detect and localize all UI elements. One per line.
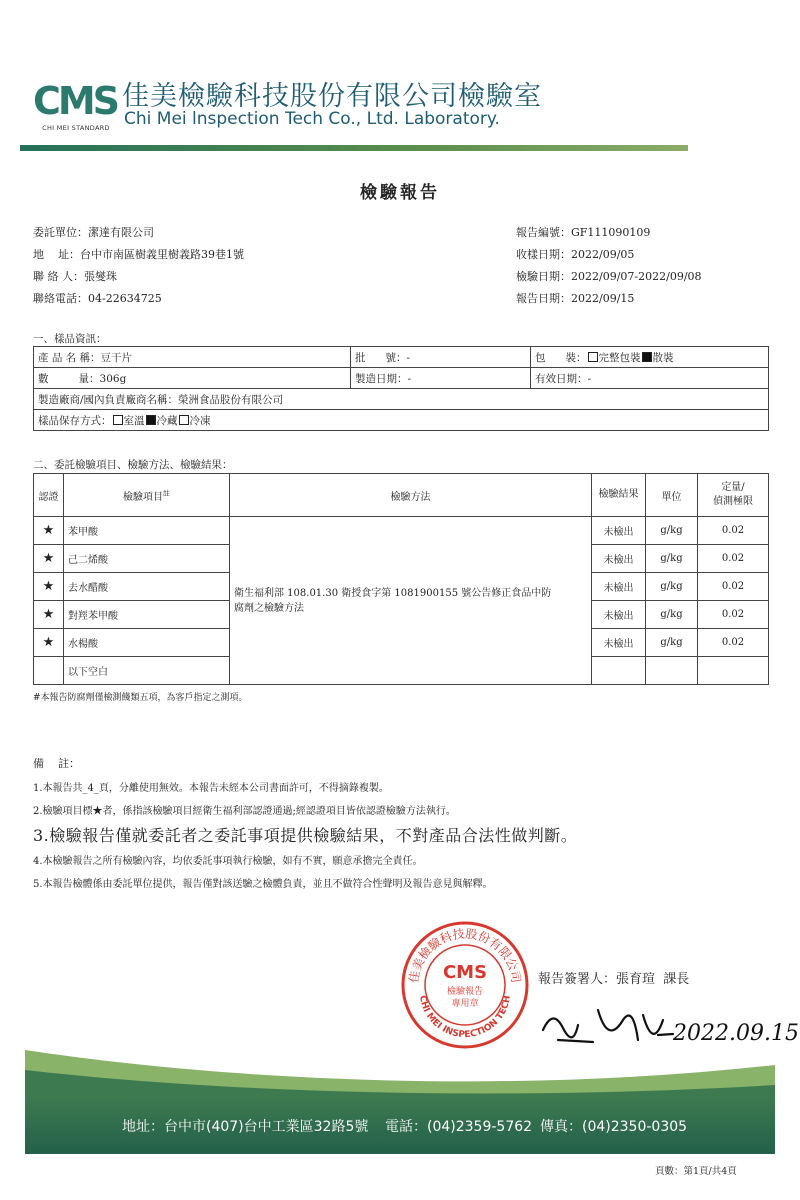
header-limit: 定量/ 偵測極限 (698, 474, 769, 517)
received-date: 2022/09/05 (571, 248, 635, 261)
header-cert: 認證 (34, 474, 64, 517)
storage-fridge-checkbox (146, 415, 156, 425)
received-date-row (516, 246, 634, 262)
test-limit: 0.02 (698, 573, 769, 601)
client-address-row (33, 246, 244, 262)
cert-star-icon: ★ (34, 545, 64, 573)
header-method: 檢驗方法 (230, 474, 592, 517)
batch-no: - (406, 351, 411, 364)
manufacturer-cell: 製造廠商/國內負責廠商名稱：榮洲食品股份有限公司 (34, 389, 769, 410)
notes-title: 備 註： (33, 757, 80, 770)
exp-date: - (587, 372, 592, 385)
sample-info-table (33, 346, 769, 431)
client-unit-label: 委託單位： (33, 226, 88, 239)
cert-star-icon: ★ (34, 517, 64, 545)
report-date-row (516, 290, 634, 306)
quantity-cell: 數 量：306g (34, 368, 351, 389)
client-phone-row (33, 290, 162, 306)
table-row (34, 517, 769, 545)
test-limit: 0.02 (698, 545, 769, 573)
signatory (538, 968, 689, 987)
note-2: 2.檢驗項目標★者，係指該檢驗項目經衛生福利部認證通過;經認證項目皆依認證檢驗方法執行。 (33, 806, 456, 817)
cert-star-icon: ★ (34, 601, 64, 629)
logo-standard-text: CHI MEI STANDARD (42, 124, 110, 132)
client-unit-row (33, 224, 154, 240)
package-cell: 包 裝： 完整包裝 散裝 (531, 347, 769, 368)
seal-top-text: 佳美檢驗科技股份有限公司 (406, 926, 524, 984)
test-result: 未檢出 (592, 545, 646, 573)
test-unit: g/kg (646, 545, 698, 573)
note-1: 1.本報告共_4_頁，分離使用無效。本報告未經本公司書面許可，不得摘錄複製。 (33, 783, 389, 794)
results-section-title: 二、委託檢驗項目、檢驗方法、檢驗結果： (33, 459, 233, 471)
header-result: 檢驗結果 (592, 474, 646, 517)
company-name-en: Chi Mei lnspection Tech Co., Ltd. Laboratory. (124, 109, 500, 129)
product-name-cell: 產 品 名 稱：豆干片 (34, 347, 351, 368)
test-result: 未檢出 (592, 517, 646, 545)
client-unit: 潔達有限公司 (88, 226, 154, 239)
svg-text:2022.09.15: 2022.09.15 (673, 1021, 799, 1046)
header-divider (20, 145, 688, 151)
quantity: 306g (99, 372, 127, 385)
package-bulk-checkbox (642, 352, 652, 362)
note-3: 3.檢驗報告僅就委託者之委託事項提供檢驗結果，不對產品合法性做判斷。 (33, 826, 578, 845)
header-item: 檢驗項目$^註$ (64, 474, 230, 517)
exp-date-cell: 有效日期：- (531, 368, 769, 389)
company-name-cn: 佳美檢驗科技股份有限公司檢驗室 (122, 81, 542, 112)
test-unit: g/kg (646, 573, 698, 601)
sample-section-title: 一、樣品資訊： (33, 333, 107, 345)
test-limit: 0.02 (698, 629, 769, 657)
client-address-label: 地 址： (33, 248, 80, 261)
report-no: GF111090109 (571, 226, 651, 239)
client-contact-label: 聯 絡 人： (33, 270, 84, 283)
manufacturer: 榮洲食品股份有限公司 (178, 393, 284, 406)
seal-center-1: 檢驗報告 (446, 987, 484, 997)
seal-center-2: 專用章 (451, 999, 479, 1009)
test-date-label: 檢驗日期： (516, 270, 571, 283)
test-item: 去水醋酸 (64, 573, 230, 601)
cert-star-icon: ★ (34, 629, 64, 657)
seal-logo: CMS (442, 962, 488, 983)
test-unit: g/kg (646, 517, 698, 545)
results-table (33, 473, 769, 685)
notes (33, 755, 577, 890)
logo-text: CMS (32, 79, 118, 123)
footer-phone: 電話：(04)2359-5762 (385, 1119, 533, 1135)
client-contact-row (33, 268, 117, 284)
footer-fax: 傳真：(04)2350-0305 (540, 1119, 688, 1135)
signatory-title: 課長 (663, 972, 690, 987)
company-logo (32, 76, 118, 123)
report-no-row (516, 224, 650, 240)
storage-cell: 樣品保存方式： 室溫 冷藏 冷凍 (34, 410, 769, 431)
package-intact-checkbox (588, 352, 598, 362)
client-phone: 04-22634725 (88, 292, 162, 305)
test-item: 己二烯酸 (64, 545, 230, 573)
client-address: 台中市南區樹義里樹義路39巷1號 (80, 248, 244, 261)
test-method: 衛生福利部 108.01.30 衛授食字第 1081900155 號公告修正食品中防 腐劑之檢驗方法 (230, 517, 592, 685)
footer-address: 地址：台中市(407)台中工業區32路5號 (122, 1119, 369, 1135)
batch-cell: 批 號：- (351, 347, 531, 368)
test-item: 苯甲酸 (64, 517, 230, 545)
results-footnote: #本報告防腐劑僅檢測餞類五項，為客戶指定之測項。 (33, 693, 248, 703)
client-phone-label: 聯絡電話： (33, 292, 88, 305)
test-result: 未檢出 (592, 573, 646, 601)
test-limit: 0.02 (698, 517, 769, 545)
test-item: 對羥苯甲酸 (64, 601, 230, 629)
test-date: 2022/09/07-2022/09/08 (571, 270, 702, 283)
page-title: 檢驗報告 (360, 183, 440, 203)
page-number: 頁數：第1頁/共4頁 (655, 1166, 737, 1177)
test-item: 水楊酸 (64, 629, 230, 657)
test-unit: g/kg (646, 601, 698, 629)
mfg-date-cell: 製造日期：- (351, 368, 531, 389)
report-date-label: 報告日期： (516, 292, 571, 305)
client-contact: 張燮珠 (84, 270, 117, 283)
test-result: 未檢出 (592, 601, 646, 629)
storage-frozen-checkbox (179, 415, 189, 425)
company-seal (400, 920, 530, 1050)
test-limit: 0.02 (698, 601, 769, 629)
blank-marker: 以下空白 (64, 657, 230, 685)
product-name: 豆干片 (100, 351, 133, 364)
received-date-label: 收樣日期： (516, 248, 571, 261)
test-date-row (516, 268, 702, 284)
cert-star-icon: ★ (34, 573, 64, 601)
signatory-label: 報告簽署人： (538, 972, 617, 987)
test-result: 未檢出 (592, 629, 646, 657)
mfg-date: - (407, 372, 412, 385)
note-5: 5.本報告檢體係由委託單位提供，報告僅對該送驗之檢體負責，並且不做符合性聲明及報告意見與解釋。 (33, 879, 493, 890)
note-4: 4.本檢驗報告之所有檢驗內容，均依委託事項執行檢驗，如有不實，願意承擔完全責任。 (33, 856, 423, 867)
storage-room-checkbox (113, 415, 123, 425)
seal-bottom-text: CHI MEI INSPECTION TECH (417, 994, 513, 1041)
test-unit: g/kg (646, 629, 698, 657)
report-no-label: 報告編號： (516, 226, 571, 239)
report-date: 2022/09/15 (571, 292, 635, 305)
signatory-name: 張育瑄 (616, 972, 656, 987)
header-unit: 單位 (646, 474, 698, 517)
